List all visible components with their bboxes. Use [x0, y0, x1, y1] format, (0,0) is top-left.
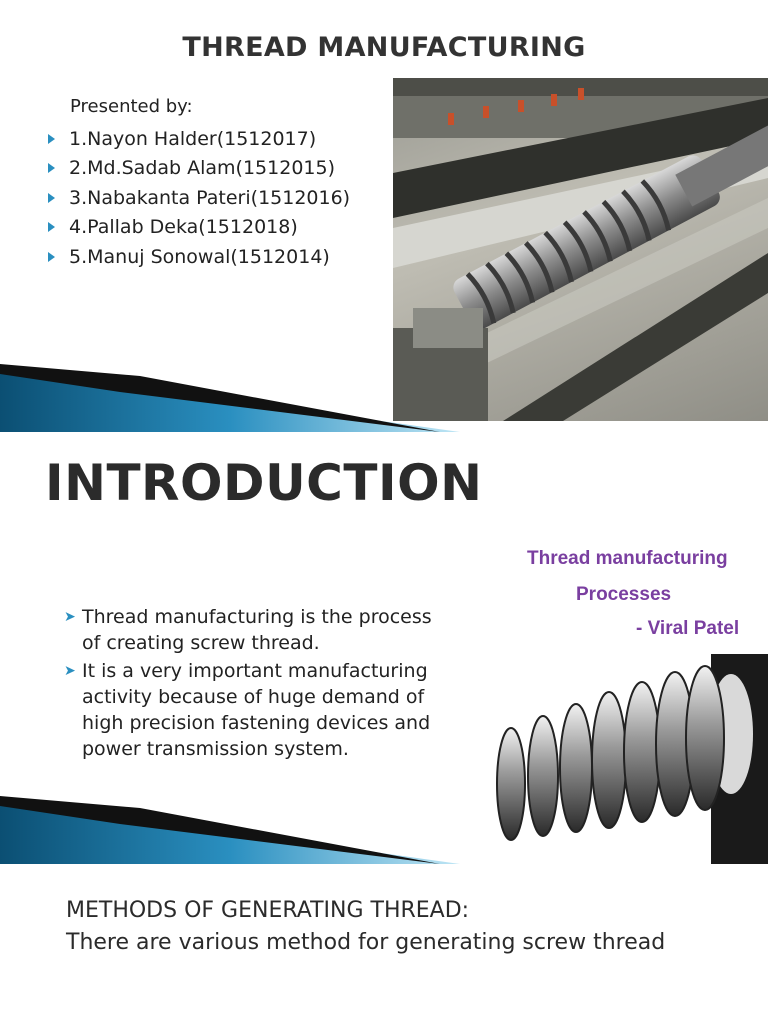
slide-title-heading: THREAD MANUFACTURING	[182, 32, 586, 63]
triangle-bullet-icon	[48, 134, 55, 144]
triangle-bullet-icon	[48, 163, 55, 173]
slide-introduction	[0, 432, 768, 864]
list-item: ➤ It is a very important manufacturing activity because of huge demand of high precision fastening devices and power transmission system.	[64, 660, 431, 760]
triangle-bullet-icon	[48, 222, 55, 232]
methods-body: There are various method for generating screw thread	[66, 930, 666, 955]
thread-processes-image	[481, 532, 768, 864]
intro-bullet-list	[64, 604, 454, 764]
triangle-bullet-icon	[48, 193, 55, 203]
list-item: 4.Pallab Deka(1512018)	[48, 213, 350, 243]
blue-swoosh-decoration	[0, 794, 520, 864]
list-item: 1.Nayon Halder(1512017)	[48, 124, 350, 154]
member-list	[48, 124, 350, 272]
chevron-bullet-icon: ➤	[64, 609, 76, 625]
presented-by-label: Presented by:	[70, 96, 193, 117]
screw-thread-icon	[481, 654, 768, 864]
blue-swoosh-decoration	[0, 362, 520, 432]
triangle-bullet-icon	[48, 252, 55, 262]
image-caption-line3: - Viral Patel	[636, 618, 740, 639]
list-item: 5.Manuj Sonowal(1512014)	[48, 242, 350, 272]
introduction-heading: INTRODUCTION	[45, 454, 483, 512]
slide-title	[0, 0, 768, 432]
list-item: ➤ Thread manufacturing is the process of creating screw thread.	[64, 606, 432, 654]
methods-heading: METHODS OF GENERATING THREAD:	[66, 898, 470, 923]
image-caption-line1: Thread manufacturing	[527, 548, 728, 569]
list-item: 3.Nabakanta Pateri(1512016)	[48, 183, 350, 213]
chevron-bullet-icon: ➤	[64, 663, 76, 679]
image-caption-line2: Processes	[576, 584, 672, 605]
list-item: 2.Md.Sadab Alam(1512015)	[48, 154, 350, 184]
slide-methods	[0, 864, 768, 1024]
